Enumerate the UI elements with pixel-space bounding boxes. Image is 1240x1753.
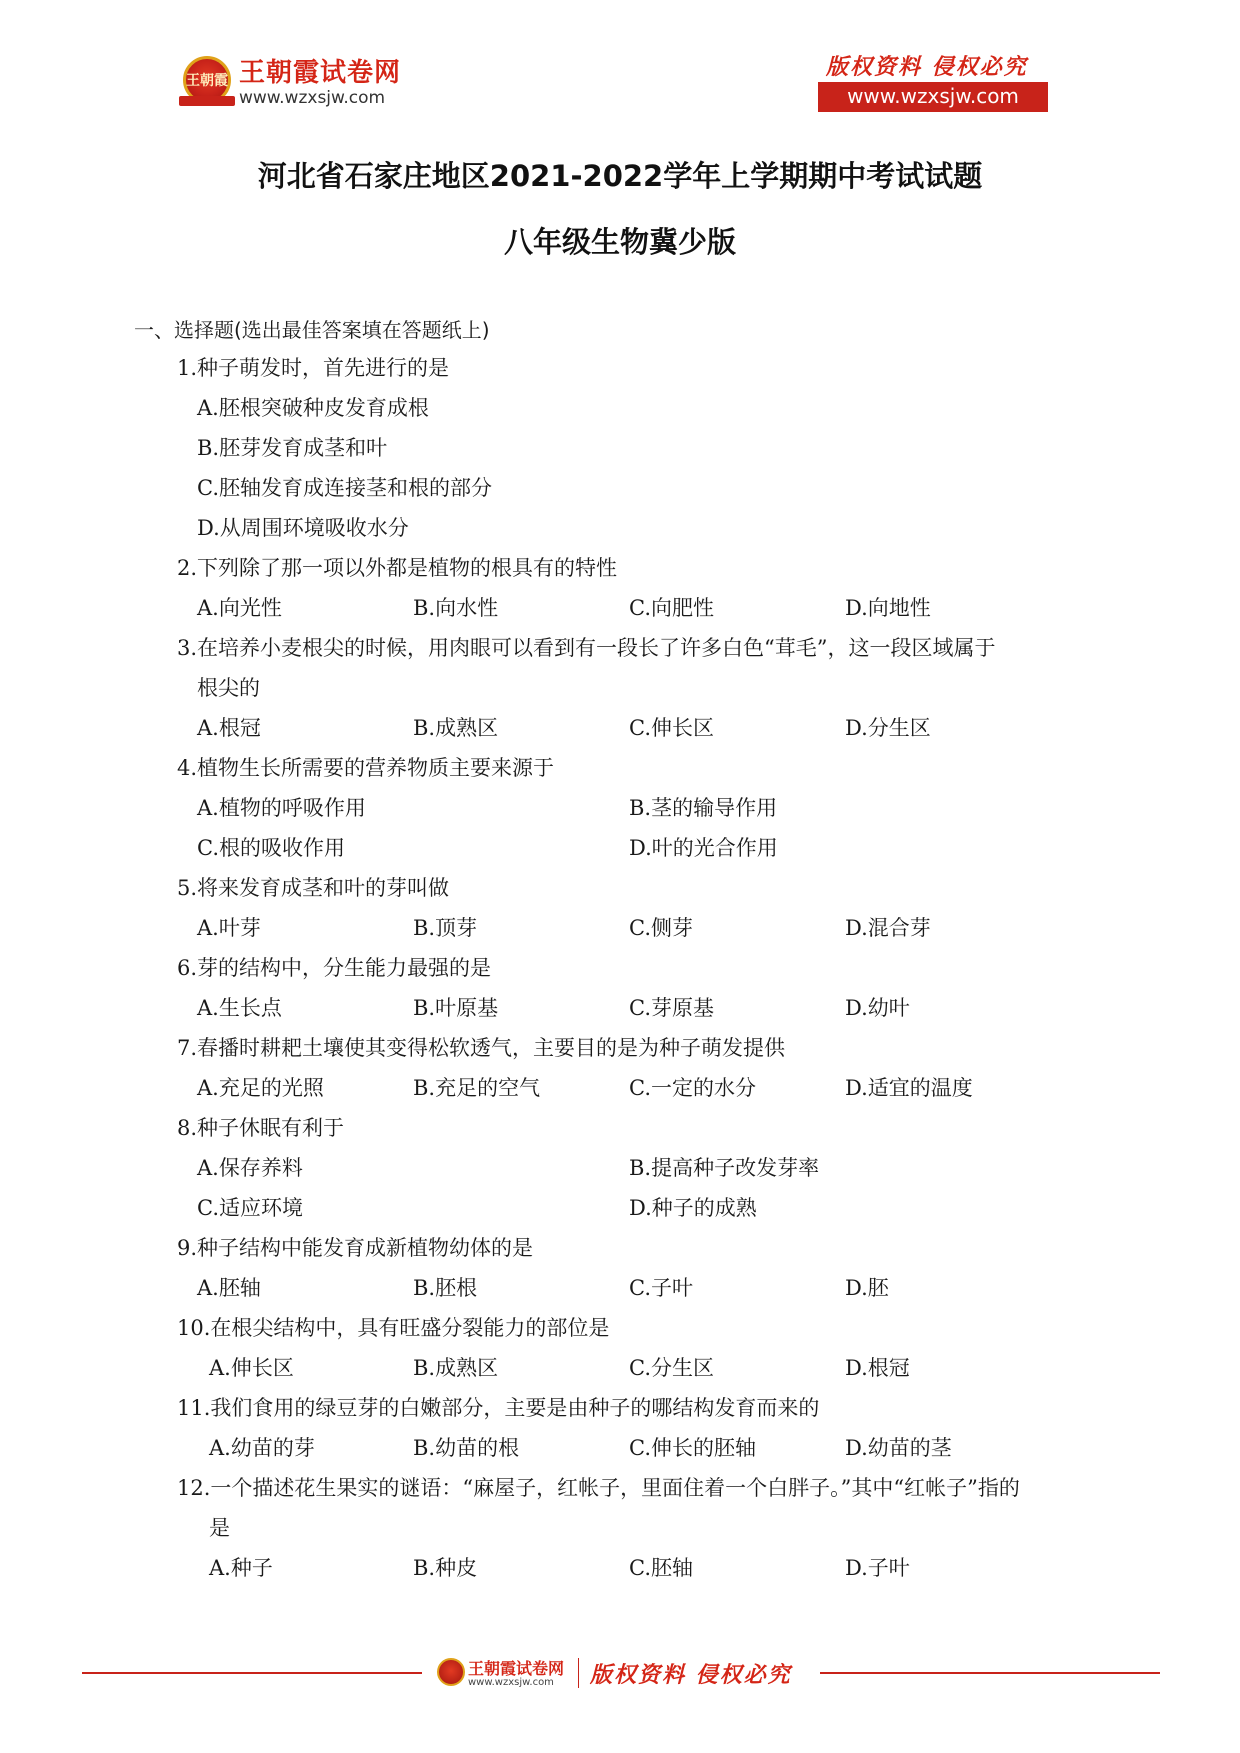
option-b: B.顶芽 [413, 916, 478, 940]
question-stem: 3.在培养小麦根尖的时候，用肉眼可以看到有一段长了许多白色“茸毛”，这一段区域属于 [177, 636, 996, 660]
question-stem: 2.下列除了那一项以外都是植物的根具有的特性 [177, 556, 618, 580]
footer-logo-icon [437, 1658, 465, 1686]
section-heading: 一、选择题(选出最佳答案填在答题纸上) [134, 318, 490, 342]
copyright-url[interactable]: www.wzxsjw.com [847, 84, 1019, 108]
question-stem-continued: 根尖的 [197, 676, 260, 700]
option-a: A.充足的光照 [197, 1076, 324, 1100]
footer-logo-name: 王朝霞试卷网 [468, 1659, 565, 1678]
option-a: A.幼苗的芽 [209, 1436, 315, 1460]
option-a: A.胚轴 [197, 1276, 261, 1300]
option-d: D.混合芽 [845, 916, 931, 940]
option-a: A.伸长区 [209, 1356, 294, 1380]
option-b: B.成熟区 [413, 716, 499, 740]
option-b: B.提高种子改发芽率 [629, 1156, 820, 1180]
option-b: B.胚根 [413, 1276, 478, 1300]
option-c: C.伸长的胚轴 [629, 1436, 756, 1460]
logo-ribbon [179, 96, 235, 106]
question-stem: 1.种子萌发时，首先进行的是 [177, 356, 450, 380]
footer-divider-left [82, 1672, 422, 1674]
logo-emblem-text: 王朝霞 [186, 73, 228, 89]
option-d: D.子叶 [845, 1556, 910, 1580]
option-a: A.胚根突破种皮发育成根 [197, 396, 429, 420]
option-a: A.根冠 [197, 716, 261, 740]
question-stem: 7.春播时耕耙土壤使其变得松软透气，主要目的是为种子萌发提供 [177, 1036, 786, 1060]
option-c: C.一定的水分 [629, 1076, 756, 1100]
logo-name: 王朝霞试卷网 [239, 58, 402, 88]
question-stem: 9.种子结构中能发育成新植物幼体的是 [177, 1236, 534, 1260]
page-title: 河北省石家庄地区2021-2022学年上学期期中考试试题 [257, 159, 983, 193]
footer-separator [578, 1658, 579, 1688]
option-c: C.伸长区 [629, 716, 714, 740]
option-c: C.胚轴 [629, 1556, 693, 1580]
option-d: D.从周围环境吸收水分 [197, 516, 409, 540]
option-d: D.根冠 [845, 1356, 910, 1380]
option-a: A.叶芽 [197, 916, 261, 940]
question-stem: 10.在根尖结构中，具有旺盛分裂能力的部位是 [177, 1316, 610, 1340]
option-a: A.生长点 [197, 996, 282, 1020]
option-d: D.叶的光合作用 [629, 836, 778, 860]
copyright-badge [818, 50, 1048, 114]
option-c: C.芽原基 [629, 996, 714, 1020]
option-a: A.植物的呼吸作用 [197, 796, 366, 820]
question-stem: 5.将来发育成茎和叶的芽叫做 [177, 876, 450, 900]
option-d: D.种子的成熟 [629, 1196, 757, 1220]
logo-url[interactable]: www.wzxsjw.com [239, 88, 386, 108]
option-d: D.适宜的温度 [845, 1076, 973, 1100]
option-c: C.分生区 [629, 1356, 714, 1380]
question-stem: 11.我们食用的绿豆芽的白嫩部分，主要是由种子的哪结构发育而来的 [177, 1396, 820, 1420]
option-b: B.充足的空气 [413, 1076, 541, 1100]
copyright-text: 版权资料 侵权必究 [826, 54, 1028, 80]
option-b: B.幼苗的根 [413, 1436, 520, 1460]
option-c: C.根的吸收作用 [197, 836, 345, 860]
option-a: A.保存养料 [197, 1156, 303, 1180]
option-b: B.茎的输导作用 [629, 796, 778, 820]
question-stem: 8.种子休眠有利于 [177, 1116, 345, 1140]
footer-copyright: 版权资料 侵权必究 [590, 1662, 792, 1688]
footer-divider-right [820, 1672, 1160, 1674]
option-a: A.种子 [209, 1556, 273, 1580]
copyright-url-bar[interactable] [818, 82, 1048, 112]
question-stem-continued: 是 [209, 1516, 230, 1540]
option-d: D.分生区 [845, 716, 931, 740]
option-c: C.向肥性 [629, 596, 714, 620]
question-stem: 4.植物生长所需要的营养物质主要来源于 [177, 756, 555, 780]
question-stem: 12.一个描述花生果实的谜语：“麻屋子，红帐子，里面住着一个白胖子。”其中“红帐子”指的 [177, 1476, 1020, 1500]
option-d: D.幼叶 [845, 996, 910, 1020]
option-b: B.叶原基 [413, 996, 499, 1020]
option-d: D.幼苗的茎 [845, 1436, 952, 1460]
footer-url[interactable]: www.wzxsjw.com [468, 1677, 554, 1688]
option-a: A.向光性 [197, 596, 282, 620]
option-d: D.胚 [845, 1276, 889, 1300]
option-b: B.胚芽发育成茎和叶 [197, 436, 388, 460]
site-logo[interactable] [183, 52, 413, 114]
option-c: C.侧芽 [629, 916, 693, 940]
page-subtitle: 八年级生物冀少版 [503, 225, 736, 259]
option-b: B.种皮 [413, 1556, 478, 1580]
option-b: B.向水性 [413, 596, 499, 620]
option-c: C.子叶 [629, 1276, 693, 1300]
option-c: C.胚轴发育成连接茎和根的部分 [197, 476, 492, 500]
option-b: B.成熟区 [413, 1356, 499, 1380]
question-stem: 6.芽的结构中，分生能力最强的是 [177, 956, 492, 980]
option-c: C.适应环境 [197, 1196, 303, 1220]
option-d: D.向地性 [845, 596, 931, 620]
